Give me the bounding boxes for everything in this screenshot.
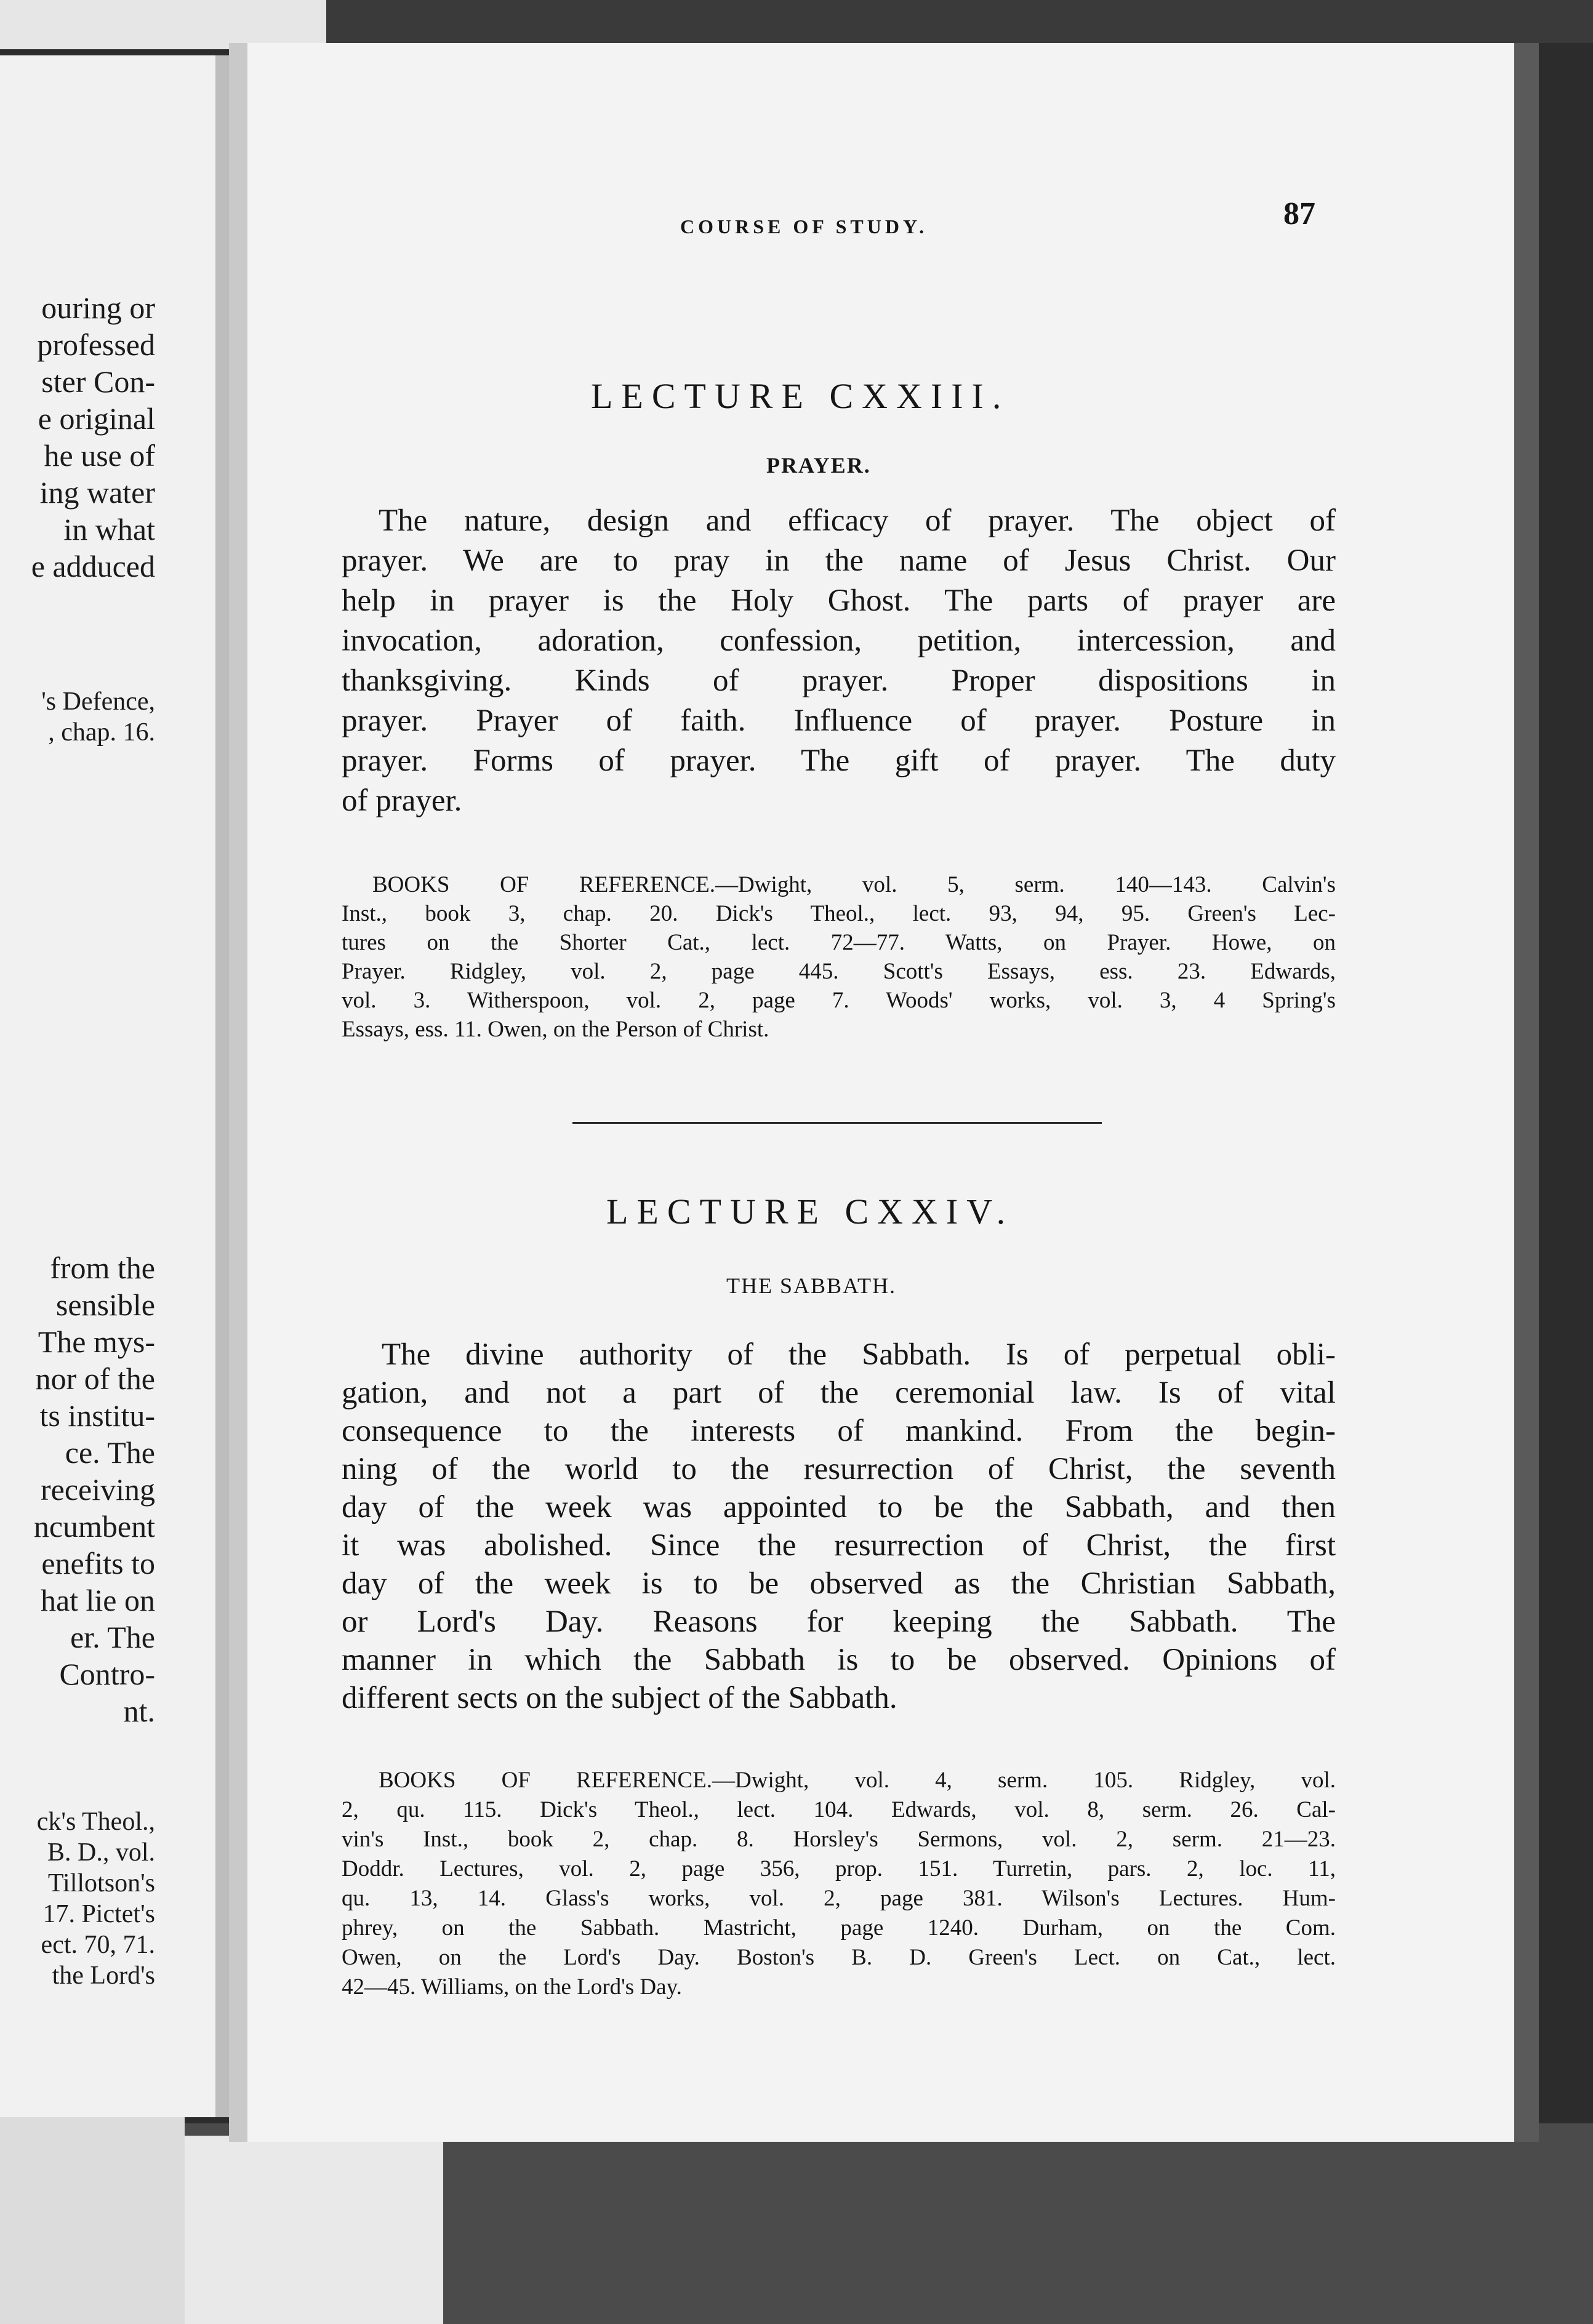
running-head: COURSE OF STUDY. <box>680 215 928 238</box>
previous-page-line: he use of <box>44 438 155 473</box>
lecture-title: LECTURE CXXIV. <box>606 1192 1014 1232</box>
references-line: qu. 13, 14. Glass's works, vol. 2, page 381. Wilson's Lectures. Hum- <box>342 1886 1336 1911</box>
previous-page-line: the Lord's <box>52 1961 155 1990</box>
references-line: 42—45. Williams, on the Lord's Day. <box>342 1974 682 2000</box>
previous-page-line: The mys- <box>38 1324 155 1359</box>
lecture-subtitle: PRAYER. <box>766 453 871 478</box>
body-line: prayer. We are to pray in the name of Jesus Christ. Our <box>342 543 1336 578</box>
body-line: of prayer. <box>342 783 462 818</box>
body-line: ning of the world to the resurrection of Christ, the seventh <box>342 1452 1336 1486</box>
previous-page-line: ce. The <box>65 1435 155 1470</box>
previous-page-line: receiving <box>40 1472 155 1507</box>
previous-page-line: 17. Pictet's <box>42 1900 155 1928</box>
previous-page-line: ts institu- <box>39 1398 155 1433</box>
page-edge-shadow <box>1514 43 1539 2142</box>
body-line: prayer. Forms of prayer. The gift of prayer. The duty <box>342 743 1336 778</box>
page-gutter <box>215 55 229 2117</box>
previous-page-line: 's Defence, <box>41 687 155 716</box>
previous-page-line: hat lie on <box>40 1583 155 1617</box>
previous-page-line: ncumbent <box>33 1509 155 1544</box>
body-line: invocation, adoration, confession, petition, intercession, and <box>342 623 1336 658</box>
references-line: Essays, ess. 11. Owen, on the Person of Christ. <box>342 1017 769 1042</box>
body-line: day of the week was appointed to be the Sabbath, and then <box>342 1490 1336 1525</box>
scan-paper-slip-bottom-left <box>0 2117 185 2324</box>
previous-page-line: er. The <box>70 1620 155 1654</box>
lecture-subtitle: THE SABBATH. <box>726 1273 897 1298</box>
scan-background-top <box>320 0 1593 43</box>
references-line: BOOKS OF REFERENCE.—Dwight, vol. 4, serm. 105. Ridgley, vol. <box>379 1768 1336 1793</box>
previous-page-line: enefits to <box>41 1546 155 1581</box>
references-line: 2, qu. 115. Dick's Theol., lect. 104. Edwards, vol. 8, serm. 26. Cal- <box>342 1797 1336 1822</box>
body-line: it was abolished. Since the resurrection of Christ, the first <box>342 1528 1336 1563</box>
previous-page-line: nt. <box>123 1694 155 1728</box>
body-line: The divine authority of the Sabbath. Is of perpetual obli- <box>382 1337 1336 1372</box>
previous-page-line: ouring or <box>41 290 155 325</box>
page-number: 87 <box>1283 196 1315 231</box>
previous-page-line: ing water <box>39 475 155 510</box>
body-line: The nature, design and efficacy of prayer. The object of <box>379 503 1336 538</box>
previous-page-line: nor of the <box>35 1361 155 1396</box>
previous-page-line: sensible <box>55 1288 155 1322</box>
previous-page-line: in what <box>63 512 155 547</box>
references-line: vin's Inst., book 2, chap. 8. Horsley's Sermons, vol. 2, serm. 21—23. <box>342 1827 1336 1852</box>
previous-page-line: professed <box>37 327 155 362</box>
previous-page-line: ster Con- <box>41 364 155 399</box>
body-line: consequence to the interests of mankind. From the begin- <box>342 1414 1336 1448</box>
references-line: Doddr. Lectures, vol. 2, page 356, prop. 151. Turretin, pars. 2, loc. 11, <box>342 1856 1336 1881</box>
references-line: tures on the Shorter Cat., lect. 72—77. Watts, on Prayer. Howe, on <box>342 930 1336 955</box>
references-line: BOOKS OF REFERENCE.—Dwight, vol. 5, serm. 140—143. Calvin's <box>372 872 1336 897</box>
body-line: manner in which the Sabbath is to be observed. Opinions of <box>342 1643 1336 1677</box>
body-line: help in prayer is the Holy Ghost. The parts of prayer are <box>342 583 1336 618</box>
references-line: Owen, on the Lord's Day. Boston's B. D. Green's Lect. on Cat., lect. <box>342 1945 1336 1970</box>
previous-page-line: , chap. 16. <box>48 718 155 747</box>
previous-page-line: Contro- <box>59 1657 155 1691</box>
body-line: thanksgiving. Kinds of prayer. Proper dispositions in <box>342 663 1336 698</box>
body-line: gation, and not a part of the ceremonial law. Is of vital <box>342 1376 1336 1410</box>
scan-paper-slip-top <box>0 0 326 49</box>
references-line: Inst., book 3, chap. 20. Dick's Theol., lect. 93, 94, 95. Green's Lec- <box>342 901 1336 926</box>
previous-page-line: ck's Theol., <box>36 1808 155 1836</box>
previous-page-edge <box>0 55 229 2117</box>
section-divider <box>572 1122 1102 1124</box>
previous-page-line: B. D., vol. <box>47 1838 155 1867</box>
body-line: or Lord's Day. Reasons for keeping the Sabbath. The <box>342 1605 1336 1639</box>
previous-page-line: from the <box>50 1251 155 1285</box>
references-line: vol. 3. Witherspoon, vol. 2, page 7. Woods' works, vol. 3, 4 Spring's <box>342 988 1336 1013</box>
lecture-title: LECTURE CXXIII. <box>591 376 1010 416</box>
body-line: different sects on the subject of the Sabbath. <box>342 1681 897 1715</box>
previous-page-line: e adduced <box>31 549 155 583</box>
previous-page-line: Tillotson's <box>47 1869 155 1897</box>
previous-page-line: ect. 70, 71. <box>41 1931 155 1959</box>
body-line: prayer. Prayer of faith. Influence of prayer. Posture in <box>342 703 1336 738</box>
scan-paper-slip-bottom <box>185 2136 443 2324</box>
references-line: Prayer. Ridgley, vol. 2, page 445. Scott's Essays, ess. 23. Edwards, <box>342 959 1336 984</box>
references-line: phrey, on the Sabbath. Mastricht, page 1240. Durham, on the Com. <box>342 1915 1336 1941</box>
previous-page-line: e original <box>38 401 155 436</box>
body-line: day of the week is to be observed as the Christian Sabbath, <box>342 1566 1336 1601</box>
